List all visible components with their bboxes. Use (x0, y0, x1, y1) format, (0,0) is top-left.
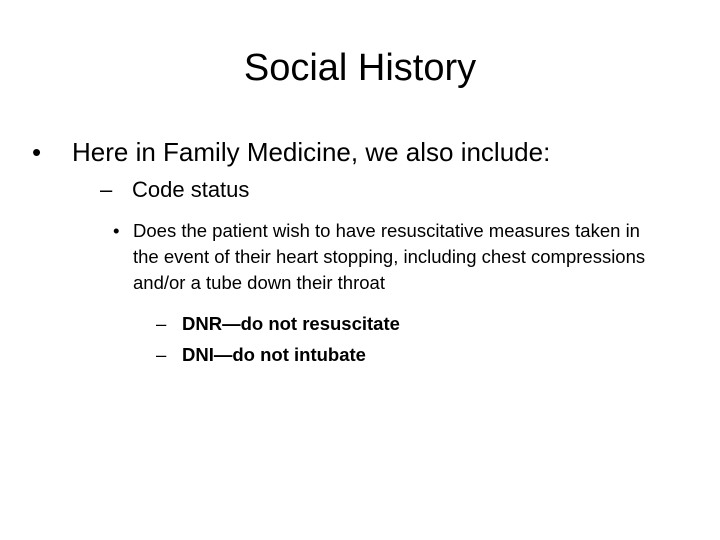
dash-bullet-icon: – (156, 313, 167, 334)
bullet-level4-text: DNI—do not intubate (182, 344, 366, 365)
slide-title: Social History (243, 47, 477, 89)
bullet-level4-text: DNR—do not resuscitate (182, 313, 400, 334)
dash-bullet-icon: – (100, 177, 113, 202)
bullet-level4-dni (156, 342, 366, 368)
bullet-level2-text: Code status (132, 177, 250, 202)
bullet-level3-text: Does the patient wish to have resuscitative measures taken in the event of their heart stopping, including chest compressions and/or a tube down their throat (133, 220, 646, 293)
bullet-level1 (32, 135, 550, 169)
bullet-level3 (113, 218, 673, 296)
bullet-level4-dnr (156, 311, 400, 337)
bullet-dot-icon: • (113, 220, 120, 241)
dash-bullet-icon: – (156, 344, 167, 365)
bullet-level2 (100, 175, 249, 205)
bullet-dot-icon: • (32, 137, 42, 167)
bullet-level1-text: Here in Family Medicine, we also include: (72, 137, 551, 167)
